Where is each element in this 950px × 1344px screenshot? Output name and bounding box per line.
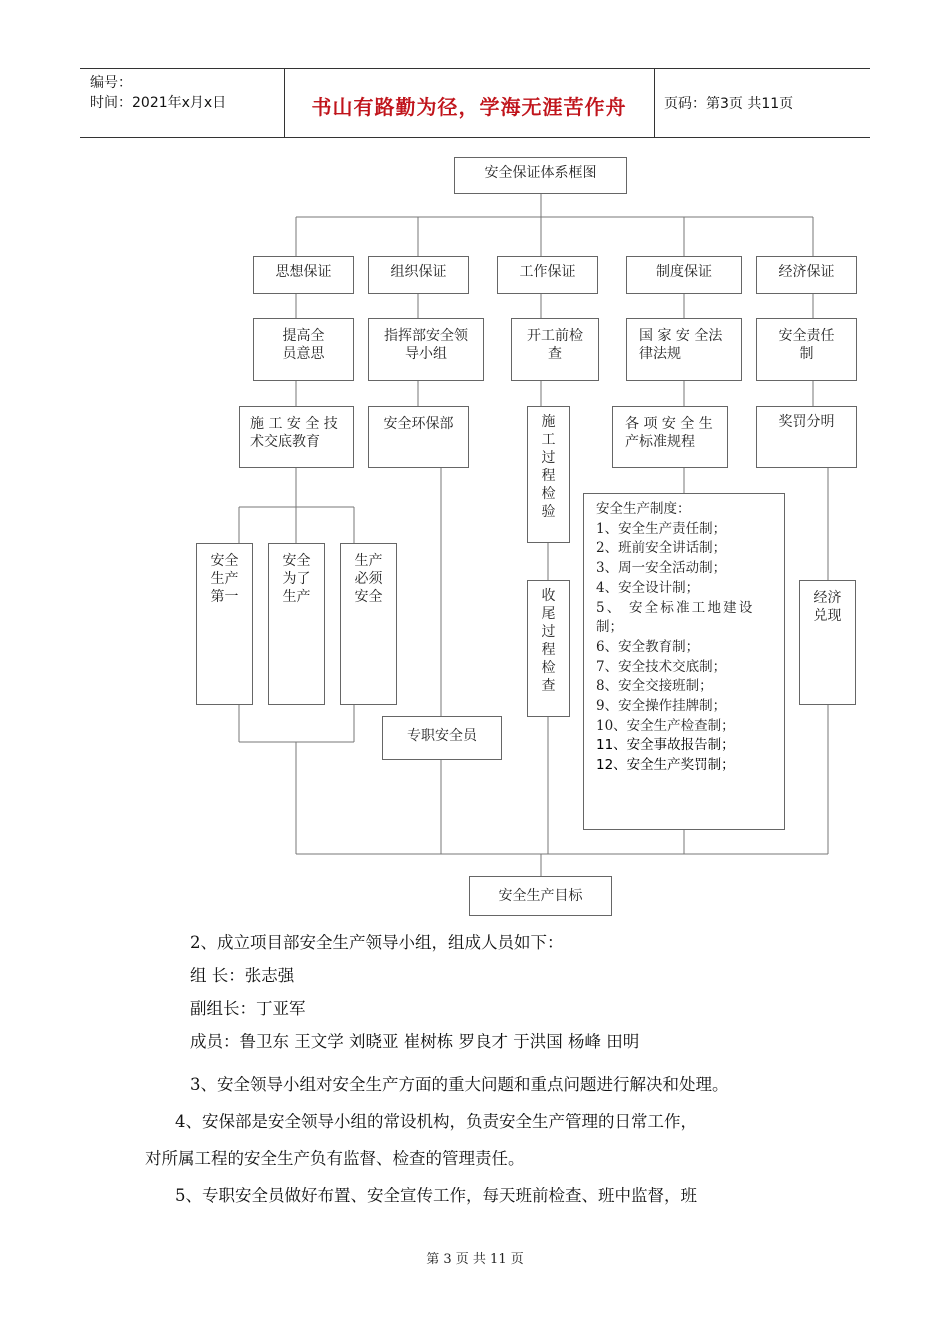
node-safety-officer (382, 716, 502, 760)
branch-label: 组织保证 (390, 264, 447, 280)
branch-ideology (253, 256, 354, 294)
diagram-root (454, 157, 627, 194)
branch-label: 思想保证 (275, 264, 332, 280)
node-label: 开工前检查 (527, 328, 583, 362)
branch-label: 经济保证 (778, 264, 835, 280)
list-item: 8、安全交接班制； (596, 678, 713, 695)
node-safety-for-production (268, 543, 325, 705)
time-label: 时间：2021年x月x日 (90, 95, 227, 111)
node-reward-penalty (756, 406, 857, 468)
node-production-must-safe (340, 543, 397, 705)
branch-system (626, 256, 742, 294)
node-closing-inspection (527, 580, 570, 717)
list-item: 11、安全事故报告制； (596, 737, 735, 754)
safety-system-list (583, 493, 785, 830)
branch-work (497, 256, 598, 294)
header-page-label: 页码：第3页 共11页 (664, 96, 794, 112)
list-item: 9、安全操作挂牌制； (596, 698, 727, 715)
node-national-law (626, 318, 742, 381)
group-deputy: 副组长：丁亚军 (190, 999, 306, 1018)
list-item: 2、班前安全讲话制； (596, 540, 727, 557)
node-label: 安全责任制 (778, 328, 835, 362)
node-standards (612, 406, 728, 468)
branch-economic (756, 256, 857, 294)
node-awareness (253, 318, 354, 381)
node-label: 生产必须安全 (354, 553, 383, 605)
node-env-dept (368, 406, 469, 468)
list-item: 12、安全生产奖罚制； (596, 757, 735, 774)
node-label: 施 工 安 全 技术交底教育 (250, 416, 338, 450)
node-tech-briefing (239, 406, 354, 468)
list-title: 安全生产制度： (596, 501, 691, 517)
node-label: 安全生产第一 (210, 553, 239, 605)
list-item: 5、 安全标准工地建设 (596, 599, 755, 616)
diagram-root-label: 安全保证体系框图 (484, 165, 597, 181)
node-leading-group (368, 318, 484, 381)
header-motto: 书山有路勤为径，学海无涯苦作舟 (311, 95, 627, 119)
node-economic-fulfillment (799, 580, 856, 705)
node-label: 指挥部安全领导小组 (384, 328, 468, 362)
node-label: 收尾过程检查 (541, 588, 556, 694)
node-safety-first (196, 543, 253, 705)
node-label: 国 家 安 全法律法规 (639, 328, 723, 362)
group-leader: 组 长：张志强 (190, 966, 295, 985)
node-label: 安全为了生产 (282, 553, 311, 605)
node-label: 专职安全员 (407, 728, 477, 744)
list-item: 3、周一安全活动制； (596, 560, 727, 577)
list-item: 1、安全生产责任制； (596, 520, 727, 537)
paragraph-4-line1: 4、安保部是安全领导小组的常设机构，负责安全生产管理的日常工作， (175, 1112, 697, 1131)
node-label: 提高全员意思 (282, 328, 325, 362)
node-label: 奖罚分明 (778, 414, 835, 430)
page-footer: 第 3 页 共 11 页 (426, 1252, 524, 1267)
list-item: 7、安全技术交底制； (596, 658, 727, 675)
node-process-inspection (527, 406, 570, 543)
list-item: 4、安全设计制； (596, 579, 700, 596)
branch-organization (368, 256, 469, 294)
group-members: 成员：鲁卫东 王文学 刘晓亚 崔树栋 罗良才 于洪国 杨峰 田明 (190, 1032, 640, 1051)
paragraph-2: 2、成立项目部安全生产领导小组，组成人员如下： (190, 933, 564, 952)
node-label: 安全环保部 (383, 416, 454, 432)
paragraph-3: 3、安全领导小组对安全生产方面的重大问题和重点问题进行解决和处理。 (190, 1075, 729, 1094)
list-item: 制； (596, 619, 623, 636)
node-label: 各 项 安 全 生产标准规程 (625, 416, 713, 450)
target-label: 安全生产目标 (498, 888, 583, 904)
node-label: 施工过程检验 (541, 414, 556, 520)
branch-label: 制度保证 (656, 264, 712, 280)
list-item: 10、安全生产检查制； (596, 717, 735, 734)
node-pre-start-check (511, 318, 599, 381)
branch-label: 工作保证 (519, 264, 576, 280)
node-label: 经济兑现 (813, 590, 842, 624)
node-responsibility (756, 318, 857, 381)
paragraph-5: 5、专职安全员做好布置、安全宣传工作，每天班前检查、班中监督，班 (175, 1186, 697, 1205)
list-item: 6、安全教育制； (596, 638, 700, 655)
paragraph-4-line2: 对所属工程的安全生产负有监督、检查的管理责任。 (145, 1149, 525, 1168)
diagram-target (469, 876, 612, 916)
number-label: 编号： (90, 75, 132, 91)
